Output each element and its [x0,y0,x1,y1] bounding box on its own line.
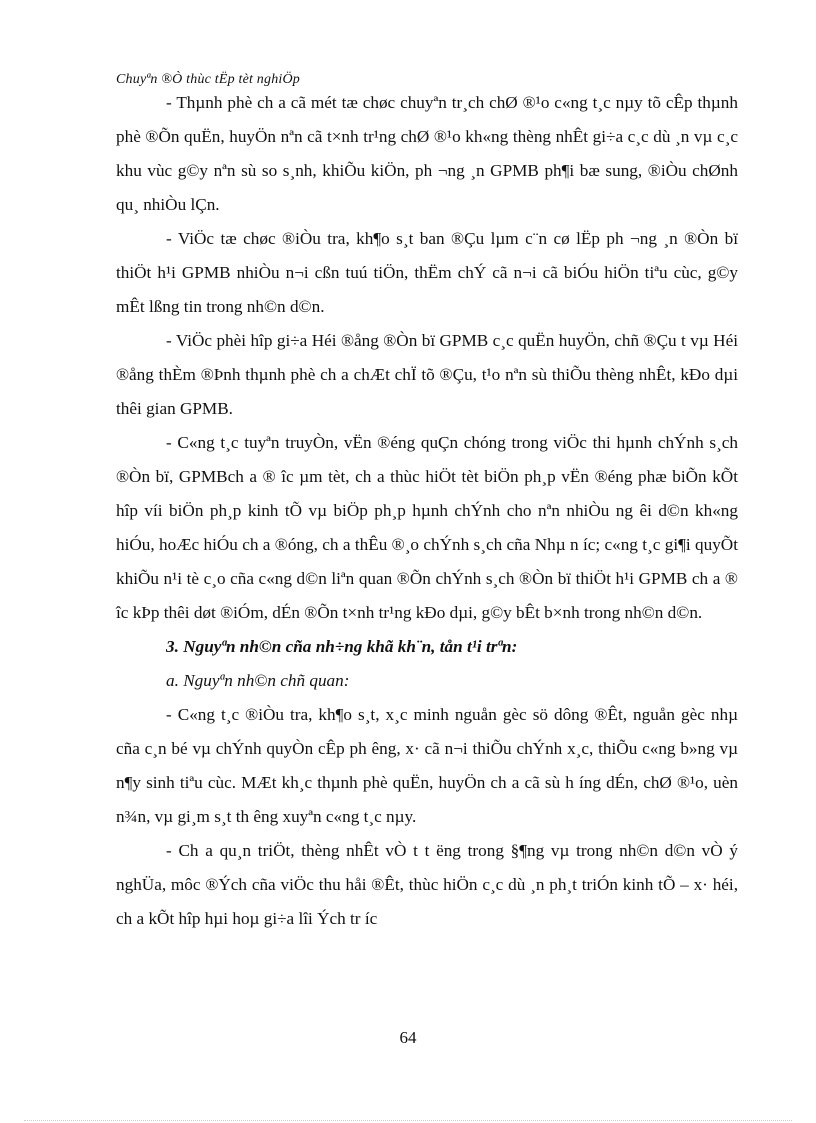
paragraph: - Ch a qu¸n triÖt, thèng nhÊt vÒ t t ëng trong §¶ng vµ trong nh©n d©n vÒ ý nghÜa, môc ®Ých cña viÖc thu håi ®Êt, thùc hiÖn c¸c dù ¸n ph¸t triÓn kinh tÕ – x· héi, ch a kÕt hîp hµi hoµ gi÷a lîi Ých tr íc [116,841,738,928]
document-body [116,86,738,936]
page-number: 64 [399,1028,417,1047]
section-heading: 3. Nguyªn nh©n cña nh÷ng khã kh¨n, tån t¹i trªn: [166,637,518,656]
paragraph: - ViÖc phèi hîp gi÷a Héi ®ång ®Òn bï GPMB c¸c quËn huyÖn, chñ ®Çu t vµ Héi ®ång thÈm ®Þnh thµnh phè ch a chÆt chÏ tõ ®Çu, t¹o nªn sù thiÕu thèng nhÊt, kÐo dµi thêi gian GPMB. [116,331,738,418]
running-header: Chuyªn ®Ò thùc tËp tèt nghiÖp [116,72,300,87]
subsection-heading: a. Nguyªn nh©n chñ quan: [166,671,350,690]
paragraph: - Thµnh phè ch a cã mét tæ chøc chuyªn tr¸ch chØ ®¹o c«ng t¸c nµy tõ cÊp thµnh phè ®Õn quËn, huyÖn nªn cã t×nh tr¹ng chØ ®¹o kh«ng thèng nhÊt gi÷a c¸c dù ¸n vµ c¸c khu vùc g©y nªn sù so s¸nh, khiÕu kiÖn, ph ¬ng ¸n GPMB ph¶i bæ sung, ®iÒu chØnh qu¸ nhiÒu lÇn. [116,93,738,214]
paragraph: - C«ng t¸c tuyªn truyÒn, vËn ®éng quÇn chóng trong viÖc thi hµnh chÝnh s¸ch ®Òn bï, GPMBch a ® îc µm tèt, ch a thùc hiÖt tèt biÖn ph¸p vËn ®éng phæ biÕn kÕt hîp víi biÖn ph¸p kinh tÕ vµ biÖp ph¸p hµnh chÝnh cho nªn nhiÒu ng êi d©n kh«ng hiÓu, hoÆc hiÓu ch a ®óng, ch a thÊu ®¸o chÝnh s¸ch cña Nhµ n íc; c«ng t¸c gi¶i quyÕt khiÕu n¹i tè c¸o cña c«ng d©n liªn quan ®Õn chÝnh s¸ch ®Òn bï thiÖt h¹i GPMB ch a ® îc kÞp thêi døt ®iÓm, dÉn ®Õn t×nh tr¹ng kÐo dµi, g©y bÊt b×nh trong nh©n d©n. [116,433,738,622]
paragraph: - ViÖc tæ chøc ®iÒu tra, kh¶o s¸t ban ®Çu lµm c¨n cø lËp ph ¬ng ¸n ®Òn bï thiÖt h¹i GPMB nhiÒu n¬i cßn tuú tiÖn, thËm chÝ cã n¬i cã biÓu hiÖn tiªu cùc, g©y mÊt lßng tin trong nh©n d©n. [116,229,738,316]
footer-divider [24,1120,792,1121]
paragraph: - C«ng t¸c ®iÒu tra, kh¶o s¸t, x¸c minh nguån gèc sö dông ®Êt, nguån gèc nhµ cña c¸n bé vµ chÝnh quyÒn cÊp ph êng, x· cã n¬i thiÕu chÝnh x¸c, thiÕu c«ng b»ng vµ n¶y sinh tiªu cùc. MÆt kh¸c thµnh phè quËn, huyÖn ch a cã sù h íng dÉn, chØ ®¹o, uèn n¾n, vµ gi¸m s¸t th êng xuyªn c«ng t¸c nµy. [116,705,738,826]
